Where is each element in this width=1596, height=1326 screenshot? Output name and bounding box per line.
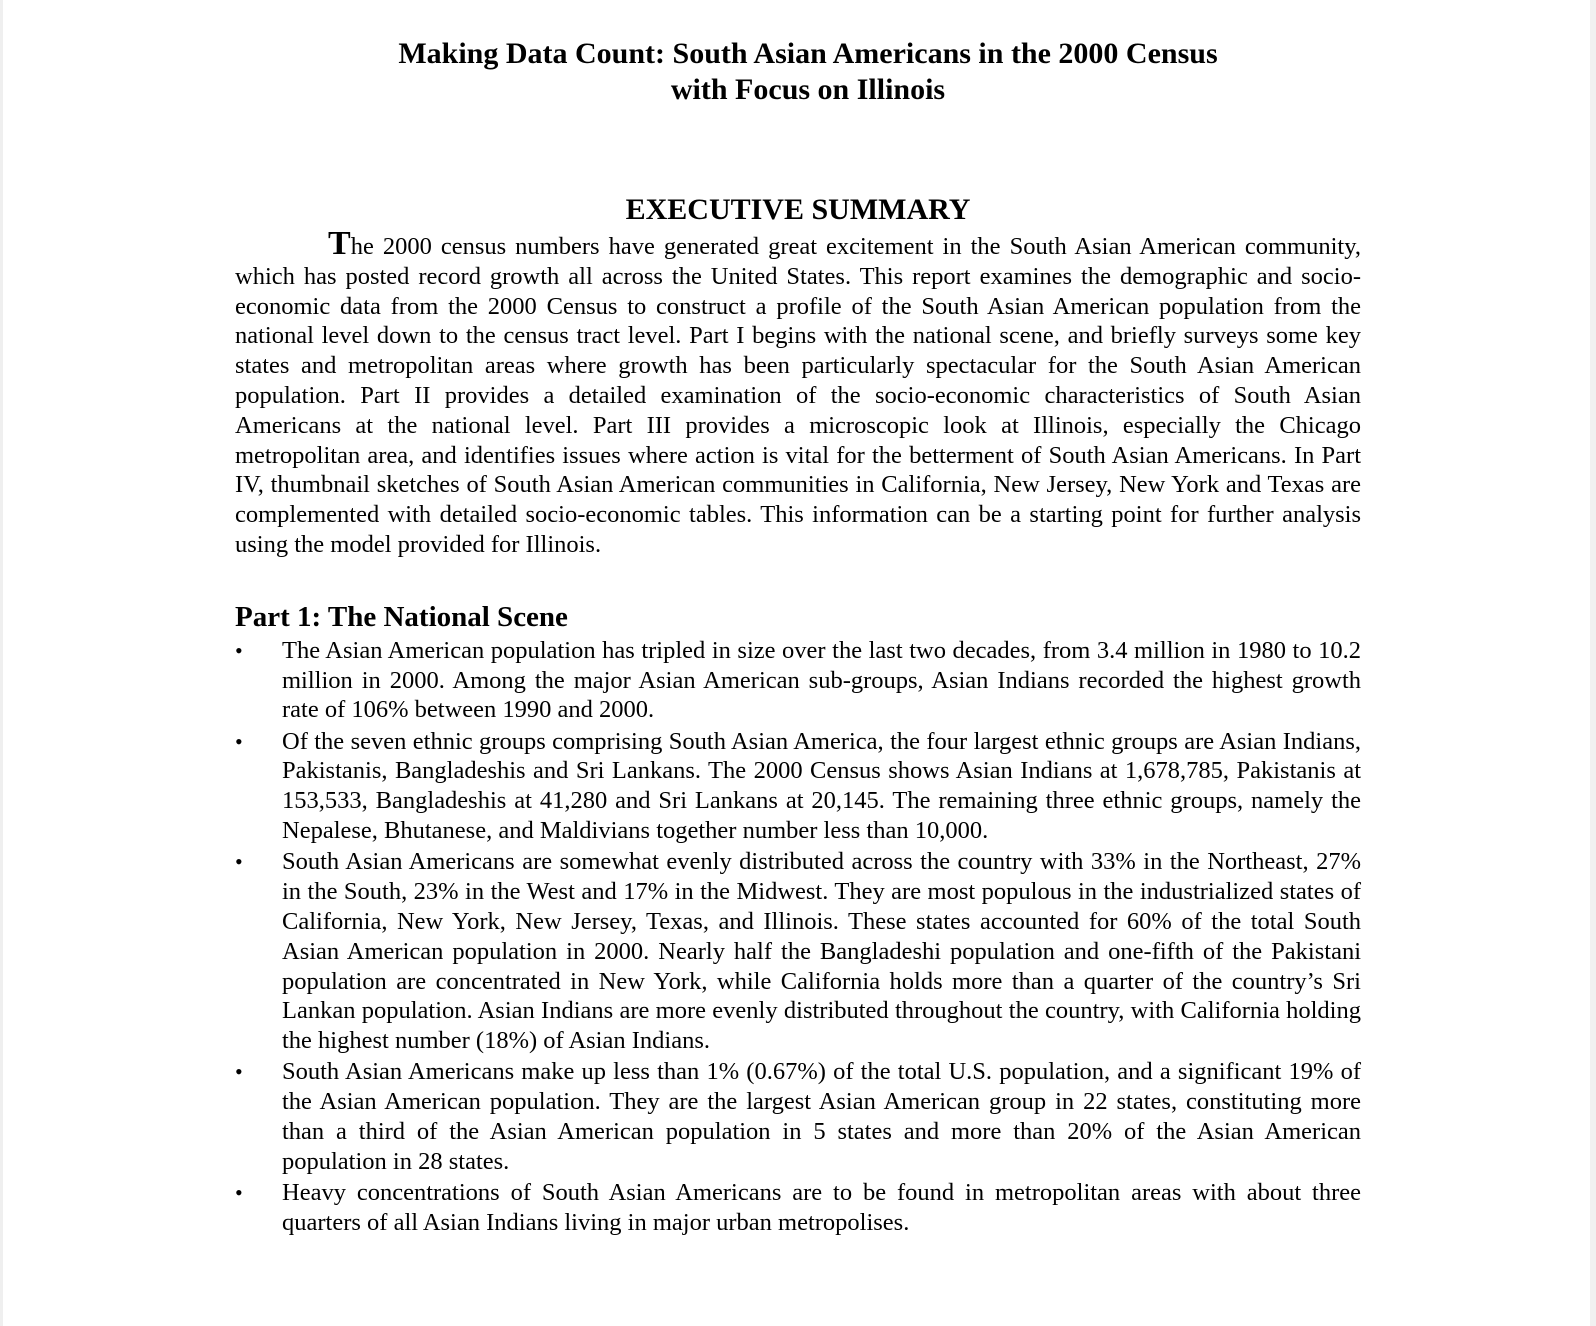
list-item [235, 1057, 1361, 1176]
document-page [235, 36, 1361, 1239]
list-item [235, 636, 1361, 725]
bullet-text: South Asian Americans are somewhat evenly distributed across the country with 33% in the Northeast, 27% in the South, 23% in the West and 17% in the Midwest. They are most populous in the industrialized states of California, New York, New Jersey, Texas, and Illinois. These states accounted for 60% of the total South Asian American population in 2000. Nearly half the Bangladeshi population and one-fifth of the Pakistani population are concentrated in New York, while California holds more than a quarter of the country’s Sri Lankan population. Asian Indians are more evenly distributed throughout the country, with California holding the highest number (18%) of Asian Indians. [282, 848, 1361, 1055]
executive-summary-heading: EXECUTIVE SUMMARY [625, 193, 971, 226]
part1-heading: Part 1: The National Scene [235, 600, 568, 633]
bullet-icon: • [235, 637, 243, 663]
title-line-2: with Focus on Illinois [670, 73, 946, 106]
bullet-text: Of the seven ethnic groups comprising South Asian America, the four largest ethnic groups are Asian Indians, Pakistanis, Bangladeshis and Sri Lankans. The 2000 Census shows Asian Indians at 1,678,785, Pakistanis at 153,533, Bangladeshis at 41,280 and Sri Lankans at 20,145. The remaining three ethnic groups, namely the Nepalese, Bhutanese, and Maldivians together number less than 10,000. [282, 727, 1361, 845]
bullet-icon: • [235, 1180, 243, 1206]
bullet-icon: • [235, 728, 243, 754]
summary-text: he 2000 census numbers have generated great excitement in the South Asian American community, which has posted record growth all across the United States. This report examines the demographic and socio-economic data from the 2000 Census to construct a profile of the South Asian American population from the national level down to the census tract level. Part I begins with the national scene, and briefly surveys some key states and metropolitan areas where growth has been particularly spectacular for the South Asian American population. Part II provides a detailed examination of the socio-economic characteristics of South Asian Americans at the national level. Part III provides a microscopic look at Illinois, especially the Chicago metropolitan area, and identifies issues where action is vital for the betterment of South Asian Americans. In Part IV, thumbnail sketches of South Asian American communities in California, New Jersey, New York and Texas are complemented with detailed socio-economic tables. This information can be a starting point for further analysis using the model provided for Illinois. [235, 233, 1361, 558]
bullet-icon: • [235, 849, 243, 875]
page-edge-right [1590, 0, 1596, 1326]
page-edge-left [0, 0, 3, 1326]
title-line-1: Making Data Count: South Asian Americans in the 2000 Census [398, 37, 1218, 70]
dropcap-letter: T [328, 225, 351, 262]
list-item [235, 1178, 1361, 1238]
bullet-text: The Asian American population has tripled in size over the last two decades, from 3.4 million in 1980 to 10.2 million in 2000. Among the major Asian American sub-groups, Asian Indians recorded the highest growth rate of 106% between 1990 and 2000. [282, 636, 1361, 724]
bullet-text: South Asian Americans make up less than 1% (0.67%) of the total U.S. population, and a significant 19% of the Asian American population. They are the largest Asian American group in 22 states, constituting more than a third of the Asian American population in 5 states and more than 20% of the Asian American population in 28 states. [282, 1058, 1361, 1175]
bullet-icon: • [235, 1059, 243, 1085]
list-item [235, 847, 1361, 1056]
document-title [235, 36, 1361, 108]
bullet-text: Heavy concentrations of South Asian Americans are to be found in metropolitan areas with about three quarters of all Asian Indians living in major urban metropolises. [282, 1179, 1361, 1236]
part1-bullet-list [235, 636, 1361, 1238]
executive-summary-paragraph [235, 225, 1361, 560]
list-item [235, 727, 1361, 846]
